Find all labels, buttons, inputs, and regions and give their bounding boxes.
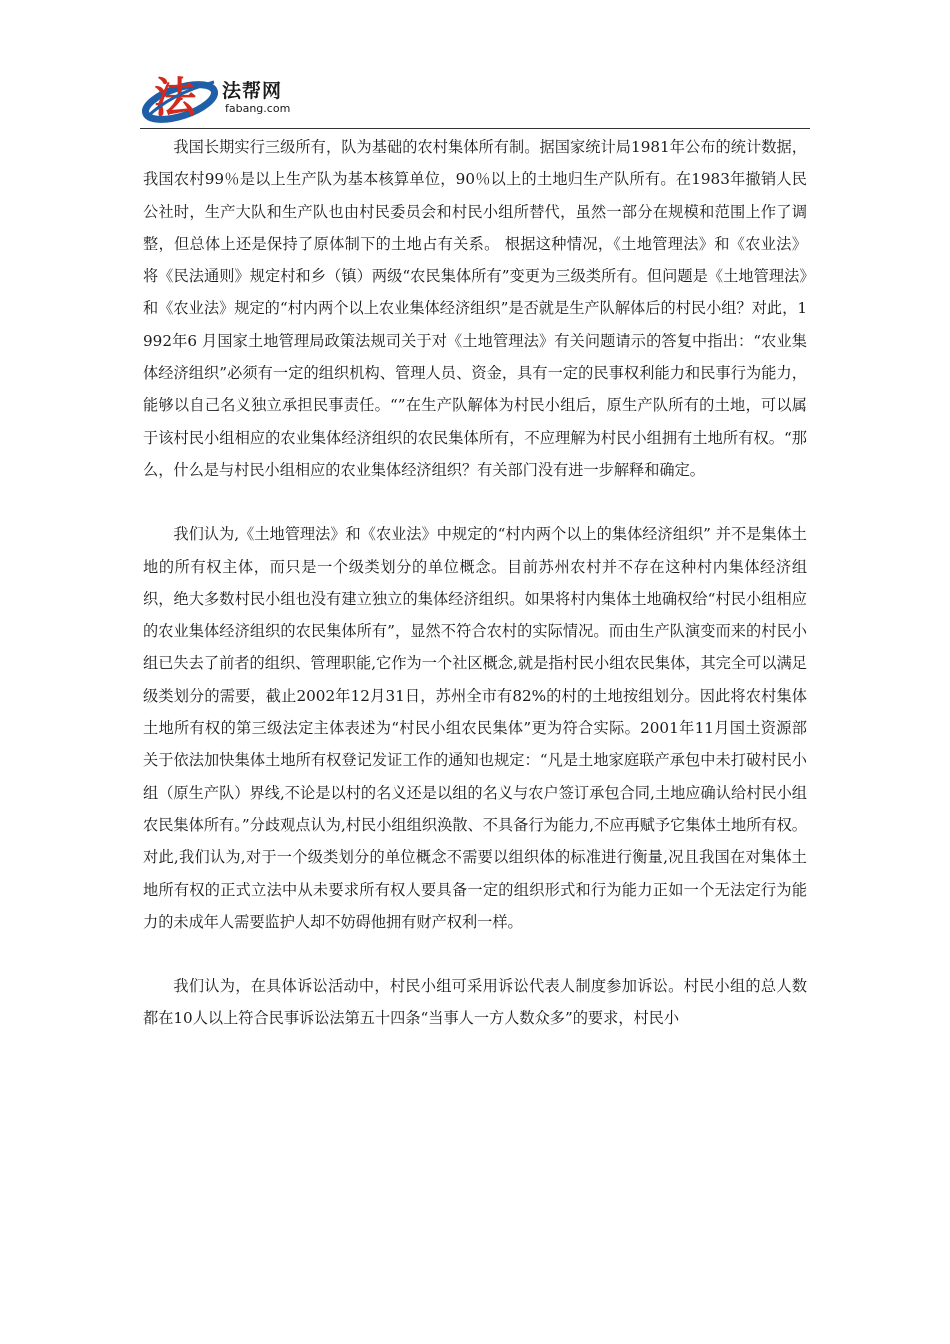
paragraph-2: 我们认为,《土地管理法》和《农业法》中规定的“村内两个以上的集体经济组织” 并不是集体土地的所有权主体，而只是一个级类划分的单位概念。目前苏州农村并不存在这种村内集体经济组织，绝大多数村民小组也没有建立独立的集体经济组织。如果将村内集体土地确权给“村民小组相应的农业集体经济组织的农民集体所有”，显然不符合农村的实际情况。而由生产队演变而来的村民小组已失去了前者的组织、管理职能,它作为一个社区概念,就是指村民小组农民集体，其完全可以满足级类划分的需要，截止2002年12月31日，苏州全市有82%的村的土地按组划分。因此将农村集体土地所有权的第三级法定主体表述为“村民小组农民集体”更为符合实际。2001年11月国土资源部关于依法加快集体土地所有权登记发证工作的通知也规定：“凡是土地家庭联产承包中未打破村民小组（原生产队）界线,不论是以村的名义还是以组的名义与农户签订承包合同,土地应确认给村民小组农民集体所有。”分歧观点认为,村民小组组织涣散、不具备行为能力,不应再赋予它集体土地所有权。对此,我们认为,对于一个级类划分的单位概念不需要以组织体的标准进行衡量,况且我国在对集体土地所有权的正式立法中从未要求所有权人要具备一定的组织形式和行为能力正如一个无法定行为能力的未成年人需要监护人却不妨碍他拥有财产权利一样。 — [143, 525, 807, 931]
site-domain: fabang.com — [225, 102, 291, 115]
header-divider — [140, 128, 810, 129]
paragraph-1: 我国长期实行三级所有，队为基础的农村集体所有制。据国家统计局1981年公布的统计数据，我国农村99％是以上生产队为基本核算单位，90％以上的土地归生产队所有。在1983年撤销人民公社时，生产大队和生产队也由村民委员会和村民小组所替代，虽然一部分在规模和范围上作了调整，但总体上还是保持了原体制下的土地占有关系。 根据这种情况，《土地管理法》和《农业法》将《民法通则》规定村和乡（镇）两级“农民集体所有”变更为三级类所有。但问题是《土地管理法》和《农业法》规定的“村内两个以上农业集体经济组织”是否就是生产队解体后的村民小组？对此，1992年6 月国家土地管理局政策法规司关于对《土地管理法》有关问题请示的答复中指出：“农业集体经济组织”必须有一定的组织机构、管理人员、资金，具有一定的民事权利能力和民事行为能力，能够以自己名义独立承担民事责任。“”在生产队解体为村民小组后，原生产队所有的土地，可以属于该村民小组相应的农业集体经济组织的农民集体所有，不应理解为村民小组拥有土地所有权。“那么，什么是与村民小组相应的农业集体经济组织？有关部门没有进一步解释和确定。 — [143, 138, 807, 479]
site-name: 法帮网 — [222, 80, 283, 102]
logo-glyph: 法 — [154, 73, 197, 122]
article-body — [143, 131, 807, 1035]
site-header — [140, 64, 810, 130]
paragraph-3: 我们认为，在具体诉讼活动中，村民小组可采用诉讼代表人制度参加诉讼。村民小组的总人数都在10人以上符合民事诉讼法第五十四条“当事人一方人数众多”的要求，村民小 — [143, 977, 807, 1028]
fabang-logo-icon — [140, 64, 220, 124]
